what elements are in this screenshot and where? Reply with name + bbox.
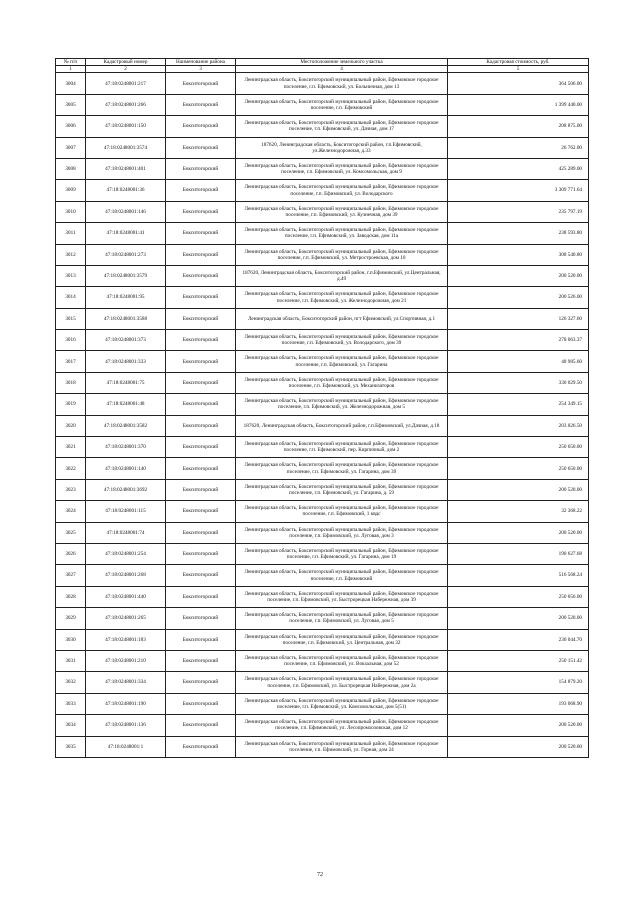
district-name: Бокситогорский (166, 586, 236, 607)
column-number: 4 (236, 66, 448, 73)
header-cadastral-value: Кадастровая стоимость, руб. (448, 59, 589, 66)
district-name: Бокситогорский (166, 693, 236, 714)
row-number: 3024 (56, 501, 86, 522)
district-name: Бокситогорский (166, 544, 236, 565)
table-row (56, 351, 589, 372)
row-number: 3023 (56, 479, 86, 500)
cadastral-value: 308 540.80 (448, 244, 589, 265)
parcel-location: Ленинградская область, Бокситогорский муниципальный район, Ефимовское городское поселение, г.п. Ефимовский, ул. Гагарина (236, 351, 448, 372)
district-name: Бокситогорский (166, 158, 236, 179)
table-row (56, 437, 589, 458)
parcel-location: Ленинградская область, Бокситогорский муниципальный район, Ефимовское городское поселение, г.п. Ефимовский, ул. Быстрорецкая Набережная, дом 39 (236, 586, 448, 607)
district-name: Бокситогорский (166, 629, 236, 650)
column-number: 5 (448, 66, 589, 73)
header-cadastral-number: Кадастровый номер (86, 59, 166, 66)
district-name: Бокситогорский (166, 265, 236, 286)
table-row (56, 287, 589, 308)
row-number: 3018 (56, 372, 86, 393)
row-number: 3009 (56, 180, 86, 201)
cadastral-number: 47:18:0248001:3574 (86, 137, 166, 158)
cadastral-number: 47:18:0248001:3579 (86, 265, 166, 286)
parcel-location: Ленинградская область, Бокситогорский муниципальный район, Ефимовское городское поселение, г.п. Ефимовский, ул. Лесопромхозовская, дом 12 (236, 715, 448, 736)
district-name: Бокситогорский (166, 330, 236, 351)
cadastral-value: 193 068.90 (448, 693, 589, 714)
table-row (56, 608, 589, 629)
cadastral-number: 47:18:0248001:265 (86, 608, 166, 629)
parcel-location: Ленинградская область, Бокситогорский муниципальный район, Ефимовское городское поселение, г.п. Ефимовский, ул. Комсомольская, дом 5(51) (236, 693, 448, 714)
parcel-location: Ленинградская область, Бокситогорский муниципальный район, Ефимовское городское поселение, г.п. Ефимовский, ул. Гагарина, дом 39 (236, 458, 448, 479)
parcel-location: Ленинградская область, Бокситогорский муниципальный район, Ефимовское городское поселение, г.п. Ефимовский, ул. Железнодорожная, дом 5 (236, 394, 448, 415)
cadastral-number: 47:18:0248001:75 (86, 372, 166, 393)
table-row (56, 715, 589, 736)
parcel-location: Ленинградская область, Бокситогорский муниципальный район, Ефимовское городское поселение, г.п. Ефимовский, ул. Луговая, дом 3 (236, 522, 448, 543)
cadastral-number: 47:18:0248001:333 (86, 351, 166, 372)
cadastral-number: 47:18:0248001:183 (86, 629, 166, 650)
parcel-location: Ленинградская область, Бокситогорский муниципальный район, Ефимовское городское поселение, г.п. Ефимовский, ул. Володарского (236, 180, 448, 201)
district-name: Бокситогорский (166, 608, 236, 629)
cadastral-value-table (55, 58, 589, 758)
district-name: Бокситогорский (166, 137, 236, 158)
cadastral-number: 47:18:0248001:190 (86, 693, 166, 714)
cadastral-value: 330 029.50 (448, 372, 589, 393)
table-row (56, 308, 589, 329)
table-row (56, 650, 589, 671)
row-number: 3005 (56, 94, 86, 115)
table-row (56, 223, 589, 244)
district-name: Бокситогорский (166, 394, 236, 415)
table-row (56, 244, 589, 265)
row-number: 3033 (56, 693, 86, 714)
row-number: 3004 (56, 73, 86, 94)
cadastral-value: 26 762.00 (448, 137, 589, 158)
cadastral-value: 254 349.15 (448, 394, 589, 415)
district-name: Бокситогорский (166, 715, 236, 736)
cadastral-number: 47:18:0248001:140 (86, 458, 166, 479)
cadastral-value: 250 650.00 (448, 437, 589, 458)
cadastral-value: 278 063.37 (448, 330, 589, 351)
row-number: 3034 (56, 715, 86, 736)
district-name: Бокситогорский (166, 415, 236, 436)
cadastral-number: 47:18:0248001:41 (86, 223, 166, 244)
district-name: Бокситогорский (166, 501, 236, 522)
document-page (55, 58, 588, 758)
district-name: Бокситогорский (166, 672, 236, 693)
cadastral-value: 3 309 771.64 (448, 180, 589, 201)
cadastral-value: 203 026.50 (448, 415, 589, 436)
column-number: 3 (166, 66, 236, 73)
cadastral-number: 47:18:0248001:217 (86, 73, 166, 94)
header-location: Местоположение земельного участка (236, 59, 448, 66)
district-name: Бокситогорский (166, 180, 236, 201)
district-name: Бокситогорский (166, 650, 236, 671)
cadastral-number: 47:18:0248001:95 (86, 287, 166, 308)
cadastral-number: 47:18:0248001:3588 (86, 308, 166, 329)
cadastral-value: 200 520.00 (448, 715, 589, 736)
row-number: 3032 (56, 672, 86, 693)
table-row (56, 116, 589, 137)
cadastral-value: 200 520.00 (448, 522, 589, 543)
row-number: 3011 (56, 223, 86, 244)
table-row (56, 458, 589, 479)
cadastral-value: 208 875.00 (448, 116, 589, 137)
table-row (56, 522, 589, 543)
district-name: Бокситогорский (166, 287, 236, 308)
parcel-location: Ленинградская область, Бокситогорский муниципальный район, Ефимовское городское поселение, г.п. Ефимовский, ул. Железнодорожная, дом 21 (236, 287, 448, 308)
row-number: 3019 (56, 394, 86, 415)
cadastral-number: 47:18:0248001:136 (86, 715, 166, 736)
table-row (56, 672, 589, 693)
header-district: Наименование района (166, 59, 236, 66)
row-number: 3013 (56, 265, 86, 286)
table-row (56, 565, 589, 586)
cadastral-value: 200 520.00 (448, 608, 589, 629)
table-row (56, 265, 589, 286)
row-number: 3014 (56, 287, 86, 308)
parcel-location: Ленинградская область, Бокситогорский муниципальный район, Ефимовское городское поселение, г.п. Ефимовский, 1 квдс (236, 501, 448, 522)
parcel-location: Ленинградская область, Бокситогорский муниципальный район, Ефимовское городское поселение, г.п. Ефимовский, ул. Гагарина, д. 59 (236, 479, 448, 500)
cadastral-value: 238 593.80 (448, 223, 589, 244)
cadastral-number: 47:18:0248001:268 (86, 565, 166, 586)
parcel-location: 187620, Ленинградская область, Бокситогорский район, г.п.Ефимовский, ул.Центральная, д.49 (236, 265, 448, 286)
row-number: 3006 (56, 116, 86, 137)
parcel-location: Ленинградская область, Бокситогорский муниципальный район, Ефимовское городское поселение, г.п. Ефимовский, ул. Дачная, дом 17 (236, 116, 448, 137)
cadastral-number: 47:18:0248001:48 (86, 394, 166, 415)
row-number: 3008 (56, 158, 86, 179)
cadastral-value: 200 520.00 (448, 265, 589, 286)
table-row (56, 372, 589, 393)
cadastral-value: 235 797.19 (448, 201, 589, 222)
cadastral-number: 47:18:0248001:74 (86, 522, 166, 543)
row-number: 3030 (56, 629, 86, 650)
table-row (56, 94, 589, 115)
parcel-location: 187620, Ленинградская область, Бокситогорский район, г.п.Ефимовский, ул.Дачная, д.18 (236, 415, 448, 436)
table-row (56, 180, 589, 201)
cadastral-number: 47:18:0248001:115 (86, 501, 166, 522)
cadastral-value: 250 650.00 (448, 458, 589, 479)
parcel-location: Ленинградская область, Бокситогорский муниципальный район, Ефимовское городское поселение, г.п. Ефимовский, ул. Володарского, дом 39 (236, 330, 448, 351)
cadastral-value: 425 289.00 (448, 158, 589, 179)
cadastral-value: 364 506.00 (448, 73, 589, 94)
cadastral-value: 190 627.68 (448, 544, 589, 565)
district-name: Бокситогорский (166, 351, 236, 372)
parcel-location: Ленинградская область, Бокситогорский муниципальный район, Ефимовское городское поселение, г.п. Ефимовский, ул. Луговая, дом 5 (236, 608, 448, 629)
table-row (56, 629, 589, 650)
cadastral-value: 1 399 440.00 (448, 94, 589, 115)
table-row (56, 544, 589, 565)
parcel-location: Ленинградская область, Бокситогорский муниципальный район, Ефимовское городское поселение, г.п. Ефимовский, ул. Больничная, дом 13 (236, 73, 448, 94)
table-body (56, 73, 589, 758)
parcel-location: Ленинградская область, Бокситогорский муниципальный район, Ефимовское городское поселение, г.п. Ефимовский, пер. Кирпичный, дом 2 (236, 437, 448, 458)
table-row (56, 736, 589, 757)
row-number: 3010 (56, 201, 86, 222)
cadastral-number: 47:18:0248001:334 (86, 672, 166, 693)
column-number: 1 (56, 66, 86, 73)
column-number: 2 (86, 66, 166, 73)
parcel-location: Ленинградская область, Бокситогорский муниципальный район, Ефимовское городское поселение, г.п. Ефимовский, ул. Центральная, дом 32 (236, 629, 448, 650)
parcel-location: Ленинградская область, Бокситогорский муниципальный район, Ефимовское городское поселение, г.п. Ефимовский (236, 565, 448, 586)
table-row (56, 158, 589, 179)
parcel-location: Ленинградская область, Бокситогорский муниципальный район, Ефимовское городское поселение, г.п. Ефимовский, ул. Вокзальная, дом 52 (236, 650, 448, 671)
parcel-location: Ленинградская область, Бокситогорский муниципальный район, Ефимовское городское поселение, г.п. Ефимовский (236, 94, 448, 115)
table-row (56, 73, 589, 94)
parcel-location: Ленинградская область, Бокситогорский муниципальный район, Ефимовское городское поселение, г.п. Ефимовский, ул. Гагарина, дом 19 (236, 544, 448, 565)
row-number: 3015 (56, 308, 86, 329)
cadastral-number: 47:18:0248001:210 (86, 650, 166, 671)
row-number: 3029 (56, 608, 86, 629)
district-name: Бокситогорский (166, 308, 236, 329)
cadastral-number: 47:18:0248001:150 (86, 116, 166, 137)
column-number-row (56, 66, 589, 73)
row-number: 3026 (56, 544, 86, 565)
district-name: Бокситогорский (166, 94, 236, 115)
parcel-location: Ленинградская область, Бокситогорский муниципальный район, Ефимовское городское поселение, г.п. Ефимовский, ул. Кузнечная, дом 39 (236, 201, 448, 222)
cadastral-number: 47:18:0248001:3692 (86, 479, 166, 500)
parcel-location: Ленинградская область, Бокситогорский муниципальный район, Ефимовское городское поселение, г.п. Ефимовский, ул. Быстрорецкая Набережная, дом 2а (236, 672, 448, 693)
parcel-location: Ленинградская область, Бокситогорский муниципальный район, Ефимовское городское поселение, г.п. Ефимовский, ул. Заводская, дом 11а (236, 223, 448, 244)
parcel-location: Ленинградская область, Бокситогорский муниципальный район, Ефимовское городское поселение, г.п. Ефимовский, ул. Метростроевская, дом 10 (236, 244, 448, 265)
table-row (56, 330, 589, 351)
cadastral-number: 47:18:0248001:370 (86, 437, 166, 458)
row-number: 3035 (56, 736, 86, 757)
district-name: Бокситогорский (166, 201, 236, 222)
row-number: 3025 (56, 522, 86, 543)
cadastral-number: 47:18:0248001:273 (86, 244, 166, 265)
table-header-row (56, 59, 589, 66)
district-name: Бокситогорский (166, 736, 236, 757)
parcel-location: Ленинградская область, Бокситогорский муниципальный район, Ефимовское городское поселение, г.п. Ефимовский, ул. Комсомольская, дом 9 (236, 158, 448, 179)
cadastral-number: 47:18:0248001:373 (86, 330, 166, 351)
cadastral-number: 47:18:0248001:1 (86, 736, 166, 757)
cadastral-value: 200 520.00 (448, 479, 589, 500)
table-row (56, 693, 589, 714)
row-number: 3021 (56, 437, 86, 458)
row-number: 3031 (56, 650, 86, 671)
row-number: 3016 (56, 330, 86, 351)
cadastral-number: 47:18:0248001:266 (86, 94, 166, 115)
cadastral-number: 47:18:0248001:36 (86, 180, 166, 201)
row-number: 3020 (56, 415, 86, 436)
district-name: Бокситогорский (166, 522, 236, 543)
table-row (56, 586, 589, 607)
cadastral-number: 47:18:0248001:3582 (86, 415, 166, 436)
parcel-location: 187620, Ленинградская область, Бокситогорский район, г.п.Ефимовский, ул.Железнодорожная, д.33 (236, 137, 448, 158)
table-row (56, 137, 589, 158)
cadastral-value: 250 151.42 (448, 650, 589, 671)
cadastral-value: 48 985.60 (448, 351, 589, 372)
header-no: № п/п (56, 59, 86, 66)
parcel-location: Ленинградская область, Бокситогорский район, пгт Ефимовский, ул.Спортивная, д.1 (236, 308, 448, 329)
table-row (56, 201, 589, 222)
cadastral-number: 47:18:0248001:146 (86, 201, 166, 222)
table-row (56, 415, 589, 436)
row-number: 3027 (56, 565, 86, 586)
row-number: 3017 (56, 351, 86, 372)
district-name: Бокситогорский (166, 116, 236, 137)
district-name: Бокситогорский (166, 437, 236, 458)
cadastral-value: 126 327.60 (448, 308, 589, 329)
row-number: 3028 (56, 586, 86, 607)
row-number: 3012 (56, 244, 86, 265)
cadastral-value: 200 526.00 (448, 287, 589, 308)
district-name: Бокситогорский (166, 73, 236, 94)
parcel-location: Ленинградская область, Бокситогорский муниципальный район, Ефимовское городское поселение, г.п. Ефимовский, ул. Горная, дом 24 (236, 736, 448, 757)
cadastral-value: 200 520.00 (448, 736, 589, 757)
cadastral-number: 47:18:0248001:254 (86, 544, 166, 565)
cadastral-value: 154 879.20 (448, 672, 589, 693)
cadastral-value: 516 568.24 (448, 565, 589, 586)
table-row (56, 479, 589, 500)
district-name: Бокситогорский (166, 565, 236, 586)
row-number: 3007 (56, 137, 86, 158)
district-name: Бокситогорский (166, 244, 236, 265)
table-row (56, 501, 589, 522)
district-name: Бокситогорский (166, 372, 236, 393)
cadastral-number: 47:18:0248001:440 (86, 586, 166, 607)
row-number: 3022 (56, 458, 86, 479)
page-number: 72 (317, 872, 323, 878)
parcel-location: Ленинградская область, Бокситогорский муниципальный район, Ефимовское городское поселение, г.п. Ефимовский, ул. Механизаторов (236, 372, 448, 393)
cadastral-value: 230 044.70 (448, 629, 589, 650)
table-row (56, 394, 589, 415)
district-name: Бокситогорский (166, 223, 236, 244)
district-name: Бокситогорский (166, 479, 236, 500)
cadastral-value: 32 368.22 (448, 501, 589, 522)
district-name: Бокситогорский (166, 458, 236, 479)
cadastral-number: 47:18:0248001:401 (86, 158, 166, 179)
cadastral-value: 250 656.00 (448, 586, 589, 607)
